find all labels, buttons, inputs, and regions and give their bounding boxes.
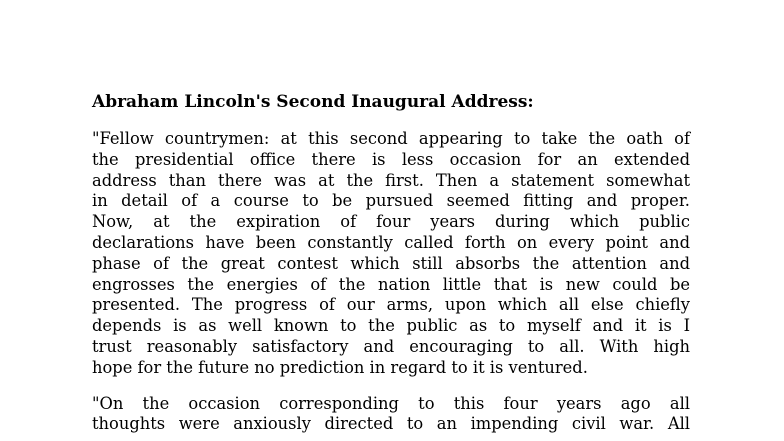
text-line: trust reasonably satisfactory and encouraging to all. With high: [92, 336, 690, 356]
text-line: depends is as well known to the public as to myself and it is I: [92, 316, 690, 336]
text-line: address than there was at the first. Then a statement somewhat: [92, 170, 690, 190]
text-line: declarations have been constantly called forth on every point and: [92, 232, 690, 252]
text-line: in detail of a course to be pursued seemed fitting and proper.: [92, 191, 690, 211]
document-heading: Abraham Lincoln's Second Inaugural Address:: [92, 92, 534, 112]
text-line: "On the occasion corresponding to this four years ago all: [92, 393, 690, 413]
text-line: phase of the great contest which still absorbs the attention and: [92, 253, 690, 273]
paragraph-1: [92, 129, 690, 379]
document-content: [92, 91, 690, 441]
text-line: presented. The progress of our arms, upon which all else chiefly: [92, 295, 690, 315]
text-line: hope for the future no prediction in regard to it is ventured.: [92, 357, 588, 377]
text-line: thoughts were anxiously directed to an impending civil war. All: [92, 414, 690, 434]
text-line: the presidential office there is less occasion for an extended: [92, 149, 690, 169]
text-line: Now, at the expiration of four years during which public: [92, 212, 690, 232]
paragraph-2: [92, 394, 690, 436]
text-line: "Fellow countrymen: at this second appearing to take the oath of: [92, 129, 690, 148]
text-line: engrosses the energies of the nation little that is new could be: [92, 274, 690, 294]
